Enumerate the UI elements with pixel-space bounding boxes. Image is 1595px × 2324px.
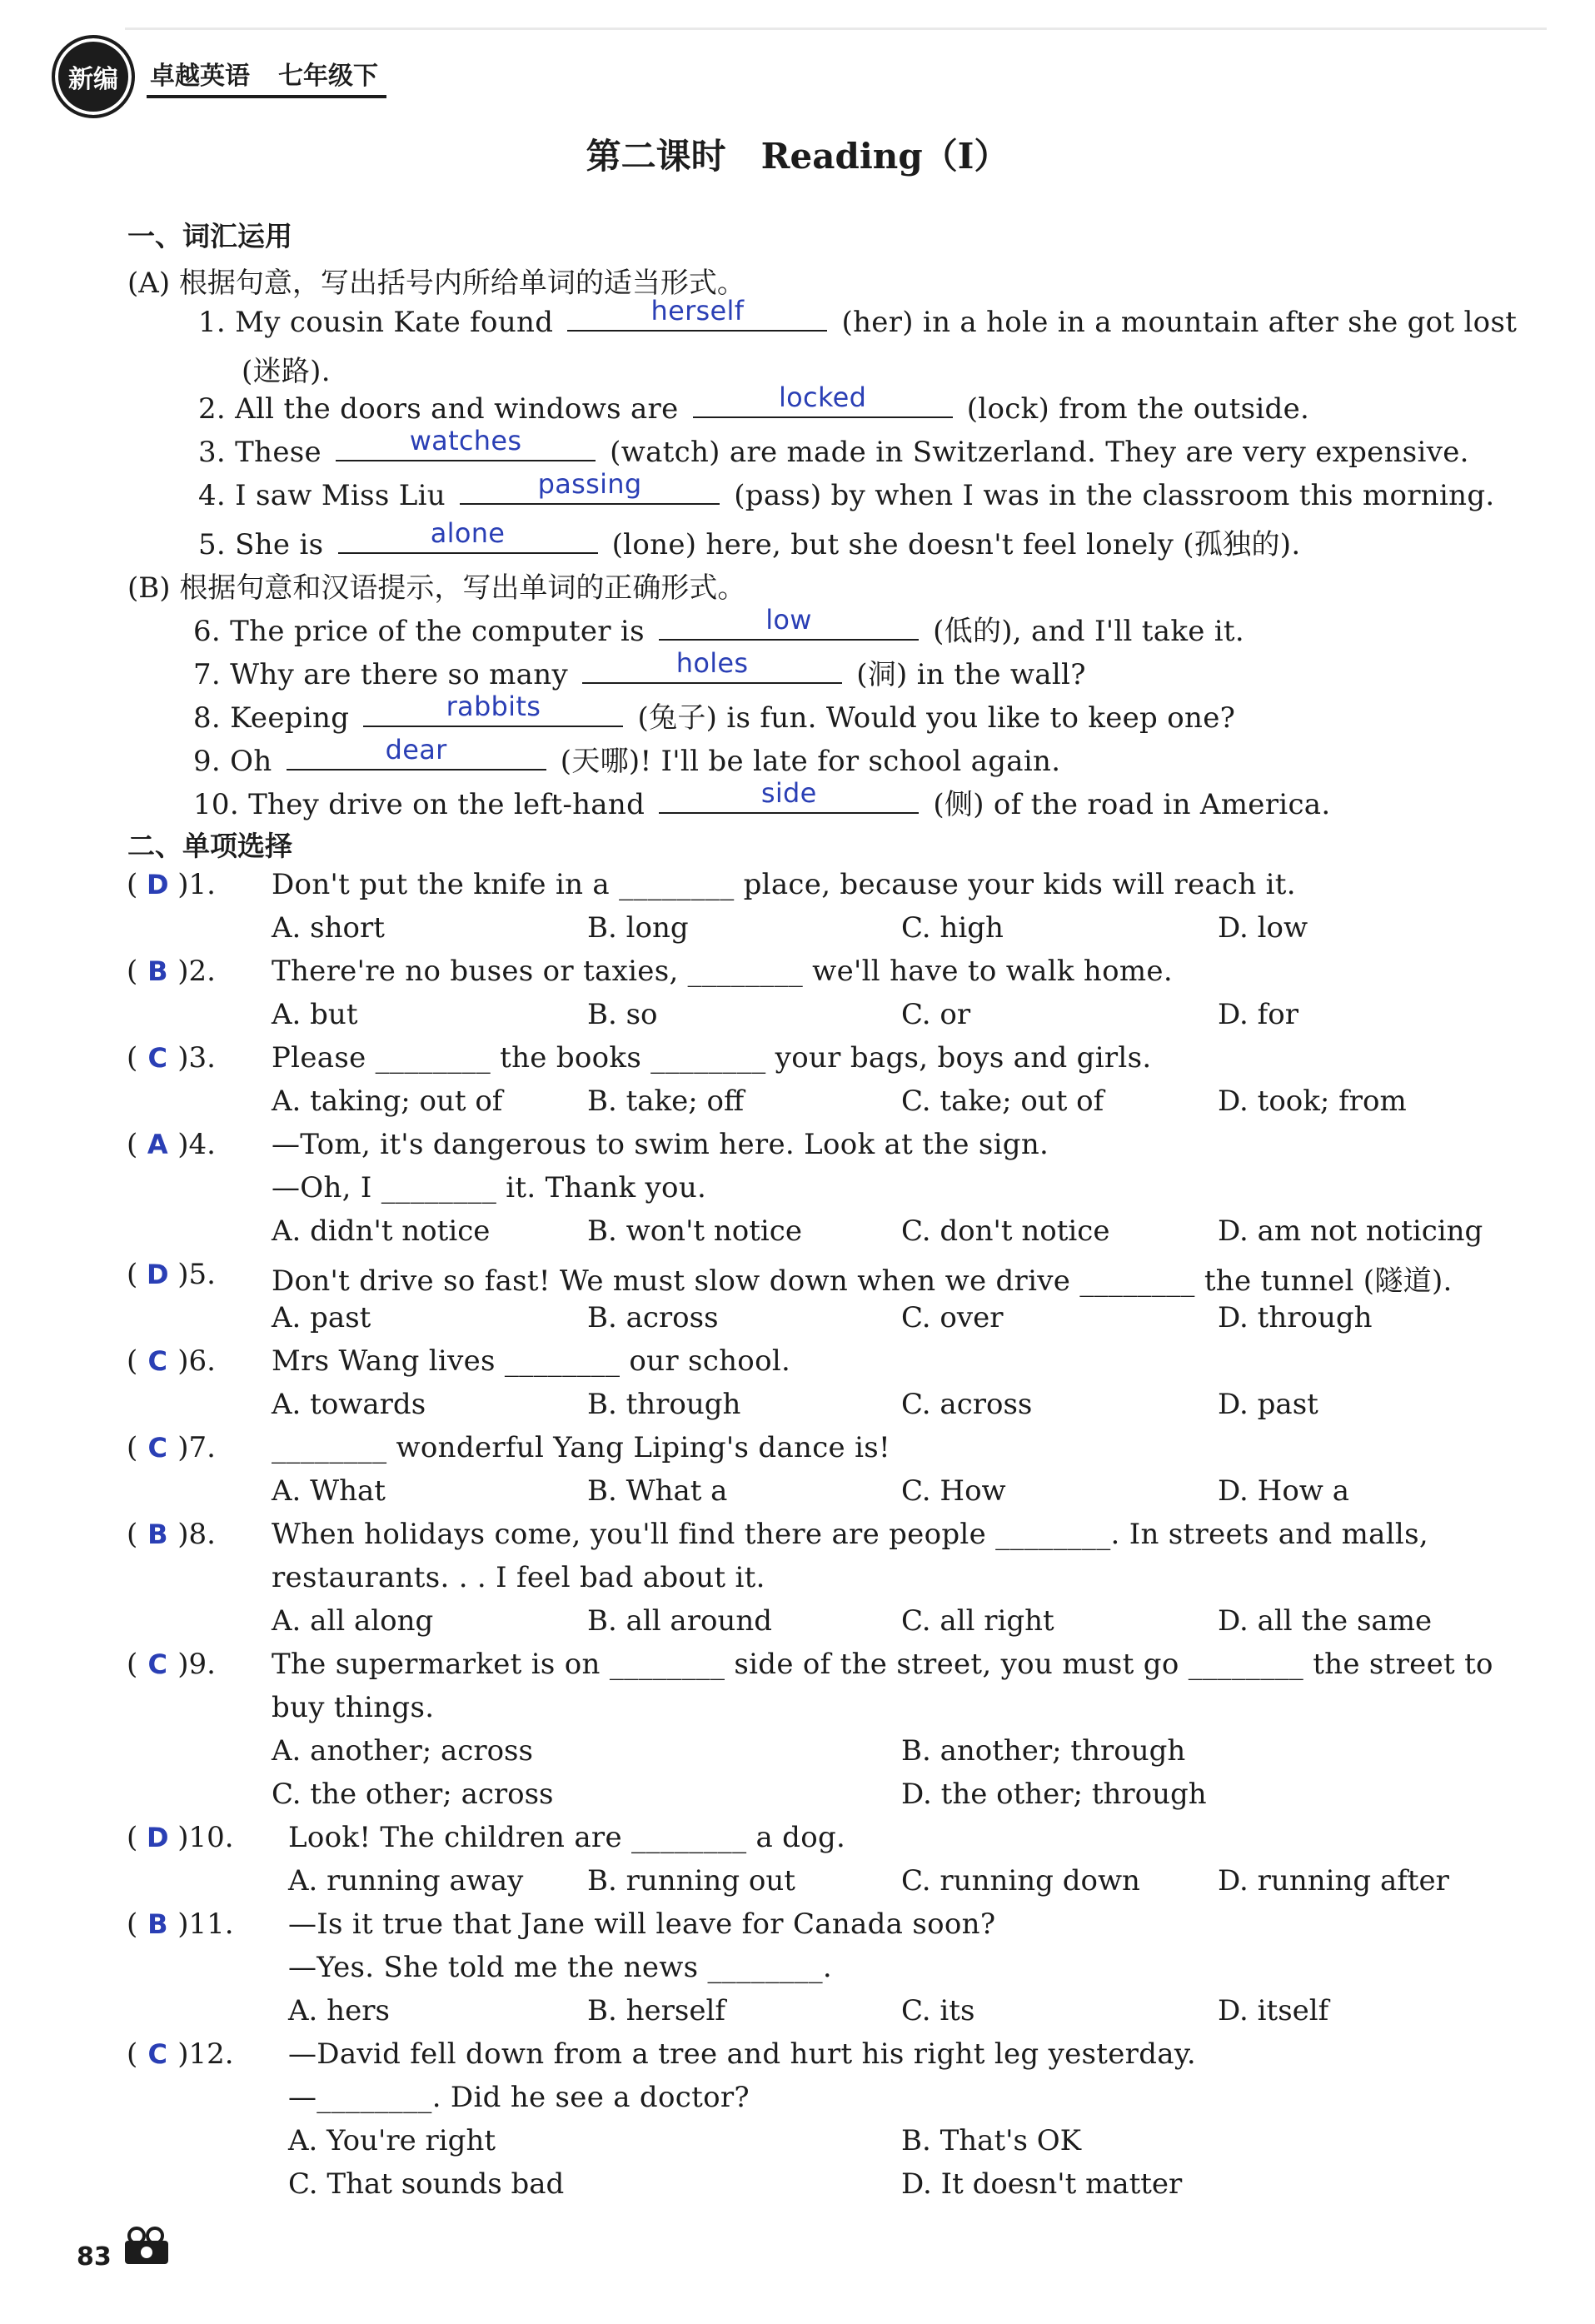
answer-choice[interactable]: C [147,2038,167,2070]
question-number: )10. [177,1821,234,1854]
option-d[interactable]: D. took; from [1218,1085,1407,1118]
question-10: ( D )10. [127,1821,234,1854]
question-stem: When holidays come, you'll find there are people ________. In streets and malls, [272,1518,1428,1551]
option-a[interactable]: A. past [272,1301,371,1334]
option-a[interactable]: A. running away [288,1864,524,1898]
answer-choice[interactable]: D [146,1822,169,1853]
page-title: 第二课时 Reading（Ⅰ） [586,136,1009,177]
grade-label: 七年级下 [278,62,378,91]
question-5: ( D )5. [127,1258,216,1291]
question-1: ( D )1. [127,868,216,901]
option-a[interactable]: A. all along [272,1604,434,1638]
answer-choice[interactable]: B [147,955,168,987]
answer-choice[interactable]: C [147,1345,167,1377]
option-c[interactable]: C. take; out of [901,1085,1104,1118]
vocab-pre: 10. They drive on the left-hand [193,788,645,821]
option-d[interactable]: D. How a [1218,1474,1349,1508]
question-number: )6. [177,1344,216,1378]
vocab-blank[interactable] [659,777,919,814]
vocab-blank[interactable] [567,295,827,332]
vocab-pre: 9. Oh [193,745,272,778]
option-d[interactable]: D. low [1218,911,1308,945]
top-rule [125,27,1547,30]
vocab-answer: dear [385,734,447,766]
option-c[interactable]: C. or [901,998,971,1031]
question-8: ( B )8. [127,1518,216,1551]
vocab-post: (lock) from the outside. [966,392,1310,426]
answer-choice[interactable]: C [147,1648,167,1680]
vocab-answer: passing [537,468,642,500]
option-c[interactable]: C. the other; across [272,1778,554,1811]
option-a[interactable]: A. You're right [288,2124,496,2157]
question-stem: The supermarket is on ________ side of the street, you must go ________ the street to [272,1648,1493,1681]
vocab-blank[interactable] [460,468,720,505]
vocab-post: (侧) of the road in America. [933,788,1331,821]
vocab-blank[interactable] [336,425,596,461]
option-a[interactable]: A. hers [288,1994,390,2027]
vocab-pre: 6. The price of the computer is [193,615,645,648]
brand-badge: 新编 [52,35,135,118]
vocab-post: (pass) by when I was in the classroom this morning. [734,479,1495,512]
question-12: ( C )12. [127,2037,234,2071]
vocab-pre: 2. All the doors and windows are [198,392,679,426]
vocab-answer: alone [430,517,506,549]
page-number: 83 [77,2242,112,2272]
question-number: )12. [177,2037,234,2071]
answer-choice[interactable]: A [147,1129,168,1160]
vocab-item-2 [198,382,1310,426]
option-a[interactable]: A. didn't notice [272,1214,491,1248]
question-stem: Mrs Wang lives ________ our school. [272,1344,791,1378]
vocab-post: (天哪)! I'll be late for school again. [560,745,1061,778]
question-stem-cont: restaurants. . . I feel bad about it. [272,1561,765,1594]
vocab-answer: low [765,604,812,636]
question-number: )3. [177,1041,216,1075]
question-stem: ________ wonderful Yang Liping's dance is! [272,1431,890,1464]
option-c[interactable]: C. over [901,1301,1004,1334]
option-b[interactable]: B. so [587,998,658,1031]
question-stem: Don't drive so fast! We must slow down when we drive ________ the tunnel (隧道). [272,1264,1453,1298]
option-d[interactable]: D. for [1218,998,1298,1031]
option-b[interactable]: B. across [587,1301,719,1334]
vocab-answer: herself [650,295,745,327]
vocab-item-6 [193,604,1245,649]
brand-text [147,55,386,98]
option-c[interactable]: C. high [901,911,1004,945]
question-stem: There're no buses or taxies, ________ we'll have to walk home. [272,955,1173,988]
option-d[interactable]: D. through [1218,1301,1373,1334]
question-stem-cont: —Oh, I ________ it. Thank you. [272,1171,707,1204]
question-number: )7. [177,1431,216,1464]
vocab-pre: 8. Keeping [193,701,350,735]
option-a[interactable]: A. another; across [272,1734,533,1768]
question-number: )11. [177,1908,234,1941]
answer-choice[interactable]: B [147,1519,168,1550]
vocab-answer: watches [409,425,522,456]
option-b[interactable]: B. running out [587,1864,795,1898]
question-9: ( C )9. [127,1648,216,1681]
answer-choice[interactable]: D [146,1259,169,1290]
option-a[interactable]: A. short [272,911,385,945]
vocab-item-7 [193,647,1086,692]
question-number: )1. [177,868,216,901]
option-c[interactable]: C. don't notice [901,1214,1110,1248]
vocab-item-9 [193,734,1061,779]
option-b[interactable]: B. long [587,911,689,945]
vocab-post: (低的), and I'll take it. [933,615,1245,648]
option-d[interactable]: D. all the same [1218,1604,1433,1638]
question-stem: Don't put the knife in a ________ place, because your kids will reach it. [272,868,1296,901]
vocab-item-1 [198,295,1518,339]
answer-choice[interactable]: C [147,1432,167,1464]
option-b[interactable]: B. take; off [587,1085,745,1118]
option-b[interactable]: B. What a [587,1474,728,1508]
vocab-answer: side [760,777,817,809]
option-c[interactable]: C. its [901,1994,975,2027]
vocab-item-5 [198,517,1301,562]
vocab-blank[interactable] [659,604,919,641]
vocab-answer: locked [778,382,867,413]
vocab-post: (洞) in the wall? [856,658,1086,691]
vocab-blank[interactable] [363,691,623,727]
section1-partB: (B) 根据句意和汉语提示，写出单词的正确形式。 [127,571,746,605]
question-number: )2. [177,955,216,988]
option-a[interactable]: A. towards [272,1388,426,1421]
question-number: )5. [177,1258,216,1291]
question-stem: —Tom, it's dangerous to swim here. Look at the sign. [272,1128,1049,1161]
option-d[interactable]: D. am not noticing [1218,1214,1483,1248]
vocab-post: (lone) here, but she doesn't feel lonely (孤独的). [611,528,1301,561]
question-stem-cont: —Yes. She told me the news ________. [288,1951,833,1984]
vocab-post: (her) in a hole in a mountain after she got lost [841,306,1518,339]
option-b[interactable]: B. That's OK [901,2124,1081,2157]
option-b[interactable]: B. all around [587,1604,772,1638]
vocab-item-10 [193,777,1331,822]
option-b[interactable]: B. herself [587,1994,725,2027]
option-d[interactable]: D. running after [1218,1864,1449,1898]
question-stem-cont: —________. Did he see a doctor? [288,2081,750,2114]
question-stem: Look! The children are ________ a dog. [288,1821,846,1854]
question-3: ( C )3. [127,1041,216,1075]
option-d[interactable]: D. It doesn't matter [901,2167,1183,2201]
vocab-answer: holes [675,647,749,679]
vocab-post: (watch) are made in Switzerland. They are very expensive. [610,436,1469,469]
question-number: )4. [177,1128,216,1161]
vocab-item-1-cont: (迷路). [242,355,331,388]
option-c[interactable]: C. That sounds bad [288,2167,565,2201]
option-b[interactable]: B. another; through [901,1734,1186,1768]
question-stem: Please ________ the books ________ your bags, boys and girls. [272,1041,1152,1075]
question-stem: —David fell down from a tree and hurt his right leg yesterday. [288,2037,1196,2071]
option-d[interactable]: D. the other; through [901,1778,1207,1811]
option-c[interactable]: C. across [901,1388,1033,1421]
brand-header [52,35,386,118]
option-d[interactable]: D. itself [1218,1994,1329,2027]
question-4: ( A )4. [127,1128,216,1161]
option-b[interactable]: B. won't notice [587,1214,802,1248]
question-stem: —Is it true that Jane will leave for Canada soon? [288,1908,996,1941]
vocab-post: (兔子) is fun. Would you like to keep one? [637,701,1236,735]
vocab-pre: 4. I saw Miss Liu [198,479,446,512]
vocab-blank[interactable] [582,647,842,684]
option-c[interactable]: C. all right [901,1604,1054,1638]
option-b[interactable]: B. through [587,1388,741,1421]
answer-choice[interactable]: B [147,1908,168,1940]
question-number: )9. [177,1648,216,1681]
camera-icon [123,2226,172,2271]
vocab-blank[interactable] [287,734,546,771]
option-d[interactable]: D. past [1218,1388,1318,1421]
vocab-pre: 1. My cousin Kate found [198,306,554,339]
vocab-pre: 5. She is [198,528,324,561]
option-c[interactable]: C. running down [901,1864,1140,1898]
vocab-blank[interactable] [338,517,598,554]
question-7: ( C )7. [127,1431,216,1464]
question-11: ( B )11. [127,1908,234,1941]
answer-choice[interactable]: D [146,869,169,900]
vocab-item-3 [198,425,1469,469]
question-number: )8. [177,1518,216,1551]
section1-partA: (A) 根据句意，写出括号内所给单词的适当形式。 [127,267,745,300]
vocab-pre: 3. These [198,436,321,469]
vocab-item-4 [198,468,1495,512]
question-stem-cont: buy things. [272,1691,435,1724]
option-a[interactable]: A. but [272,998,358,1031]
vocab-blank[interactable] [693,382,953,418]
question-6: ( C )6. [127,1344,216,1378]
answer-choice[interactable]: C [147,1042,167,1074]
option-c[interactable]: C. How [901,1474,1006,1508]
vocab-pre: 7. Why are there so many [193,658,568,691]
vocab-item-8 [193,691,1236,736]
section1-heading: 一、词汇运用 [127,220,292,252]
question-2: ( B )2. [127,955,216,988]
vocab-answer: rabbits [446,691,541,722]
book-name: 卓越英语 [150,62,250,91]
section2-heading: 二、单项选择 [127,830,292,862]
option-a[interactable]: A. taking; out of [272,1085,503,1118]
option-a[interactable]: A. What [272,1474,386,1508]
